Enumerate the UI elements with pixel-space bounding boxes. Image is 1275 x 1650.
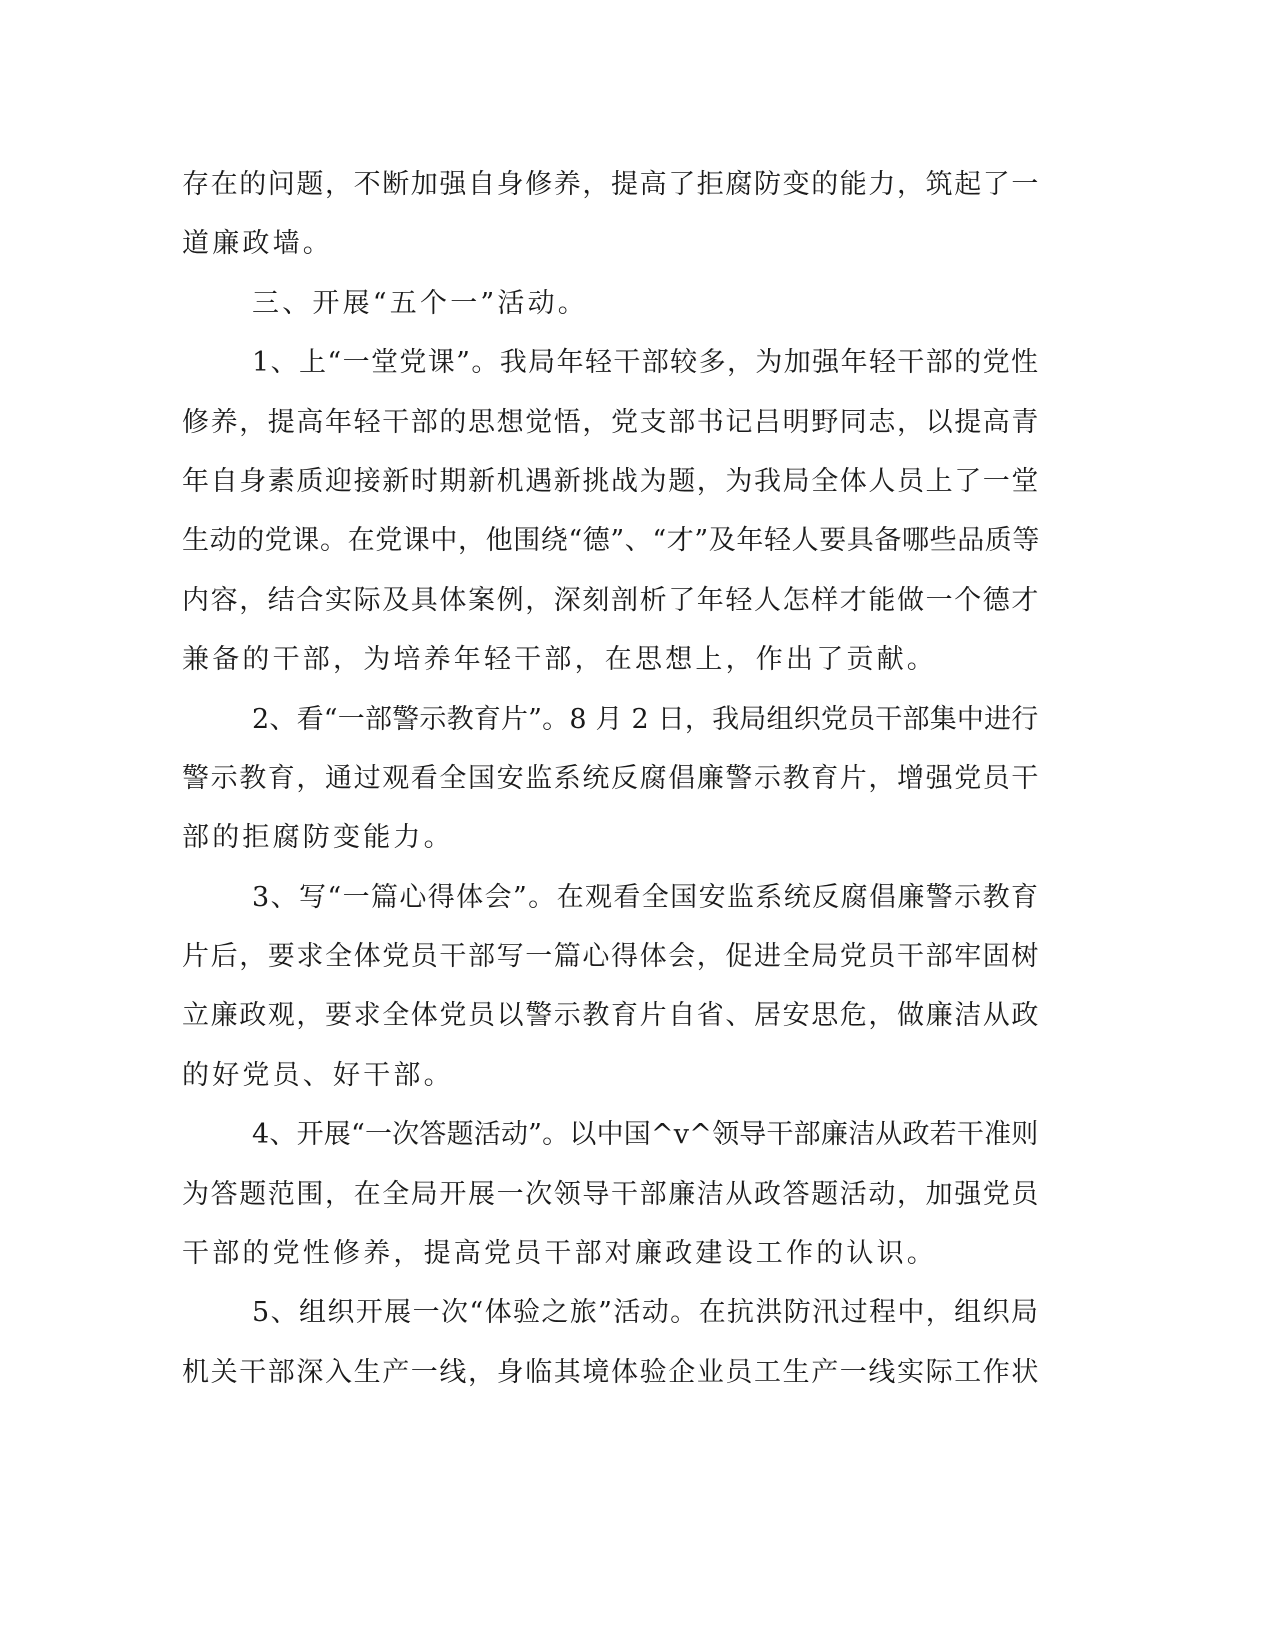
text-line: 三、开展“五个一”活动。 xyxy=(252,287,589,319)
text-line: 的好党员、好干部。 xyxy=(182,1059,454,1091)
text-line: 部的拒腐防变能力。 xyxy=(182,822,454,854)
text-line: 年自身素质迎接新时期新机遇新挑战为题，为我局全体人员上了一堂 xyxy=(182,465,1040,497)
text-line: 内容，结合实际及具体案例，深刻剖析了年轻人怎样才能做一个德才 xyxy=(182,584,1040,616)
text-line: 修养，提高年轻干部的思想觉悟，党支部书记吕明野同志，以提高青 xyxy=(182,406,1040,438)
document-body xyxy=(182,155,1042,1402)
text-line: 生动的党课。在党课中，他围绕“德”、“才”及年轻人要具备哪些品质等 xyxy=(182,525,1041,557)
text-line: 机关干部深入生产一线，身临其境体验企业员工生产一线实际工作状 xyxy=(182,1356,1040,1388)
text-line: 2、看“一部警示教育片”。8 月 2 日，我局组织党员干部集中进行 xyxy=(252,703,1039,735)
text-line: 道廉政墙。 xyxy=(182,228,333,260)
text-line: 兼备的干部，为培养年轻干部，在思想上，作出了贡献。 xyxy=(182,644,937,676)
text-line: 存在的问题，不断加强自身修养，提高了拒腐防变的能力，筑起了一 xyxy=(182,169,1040,200)
text-line: 立廉政观，要求全体党员以警示教育片自省、居安思危，做廉洁从政 xyxy=(182,1000,1040,1032)
text-line: 干部的党性修养，提高党员干部对廉政建设工作的认识。 xyxy=(182,1238,937,1270)
text-line: 1、上“一堂党课”。我局年轻干部较多，为加强年轻干部的党性 xyxy=(252,347,1040,379)
text-line: 为答题范围，在全局开展一次领导干部廉洁从政答题活动，加强党员 xyxy=(182,1178,1040,1210)
text-line: 片后，要求全体党员干部写一篇心得体会，促进全局党员干部牢固树 xyxy=(182,941,1040,973)
text-line: 5、组织开展一次“体验之旅”活动。在抗洪防汛过程中，组织局 xyxy=(252,1297,1040,1329)
text-line: 3、写“一篇心得体会”。在观看全国安监系统反腐倡廉警示教育 xyxy=(252,881,1040,913)
text-line: 4、开展“一次答题活动”。以中国^v^领导干部廉洁从政若干准则 xyxy=(252,1119,1039,1151)
text-line: 警示教育，通过观看全国安监系统反腐倡廉警示教育片，增强党员干 xyxy=(182,762,1040,794)
